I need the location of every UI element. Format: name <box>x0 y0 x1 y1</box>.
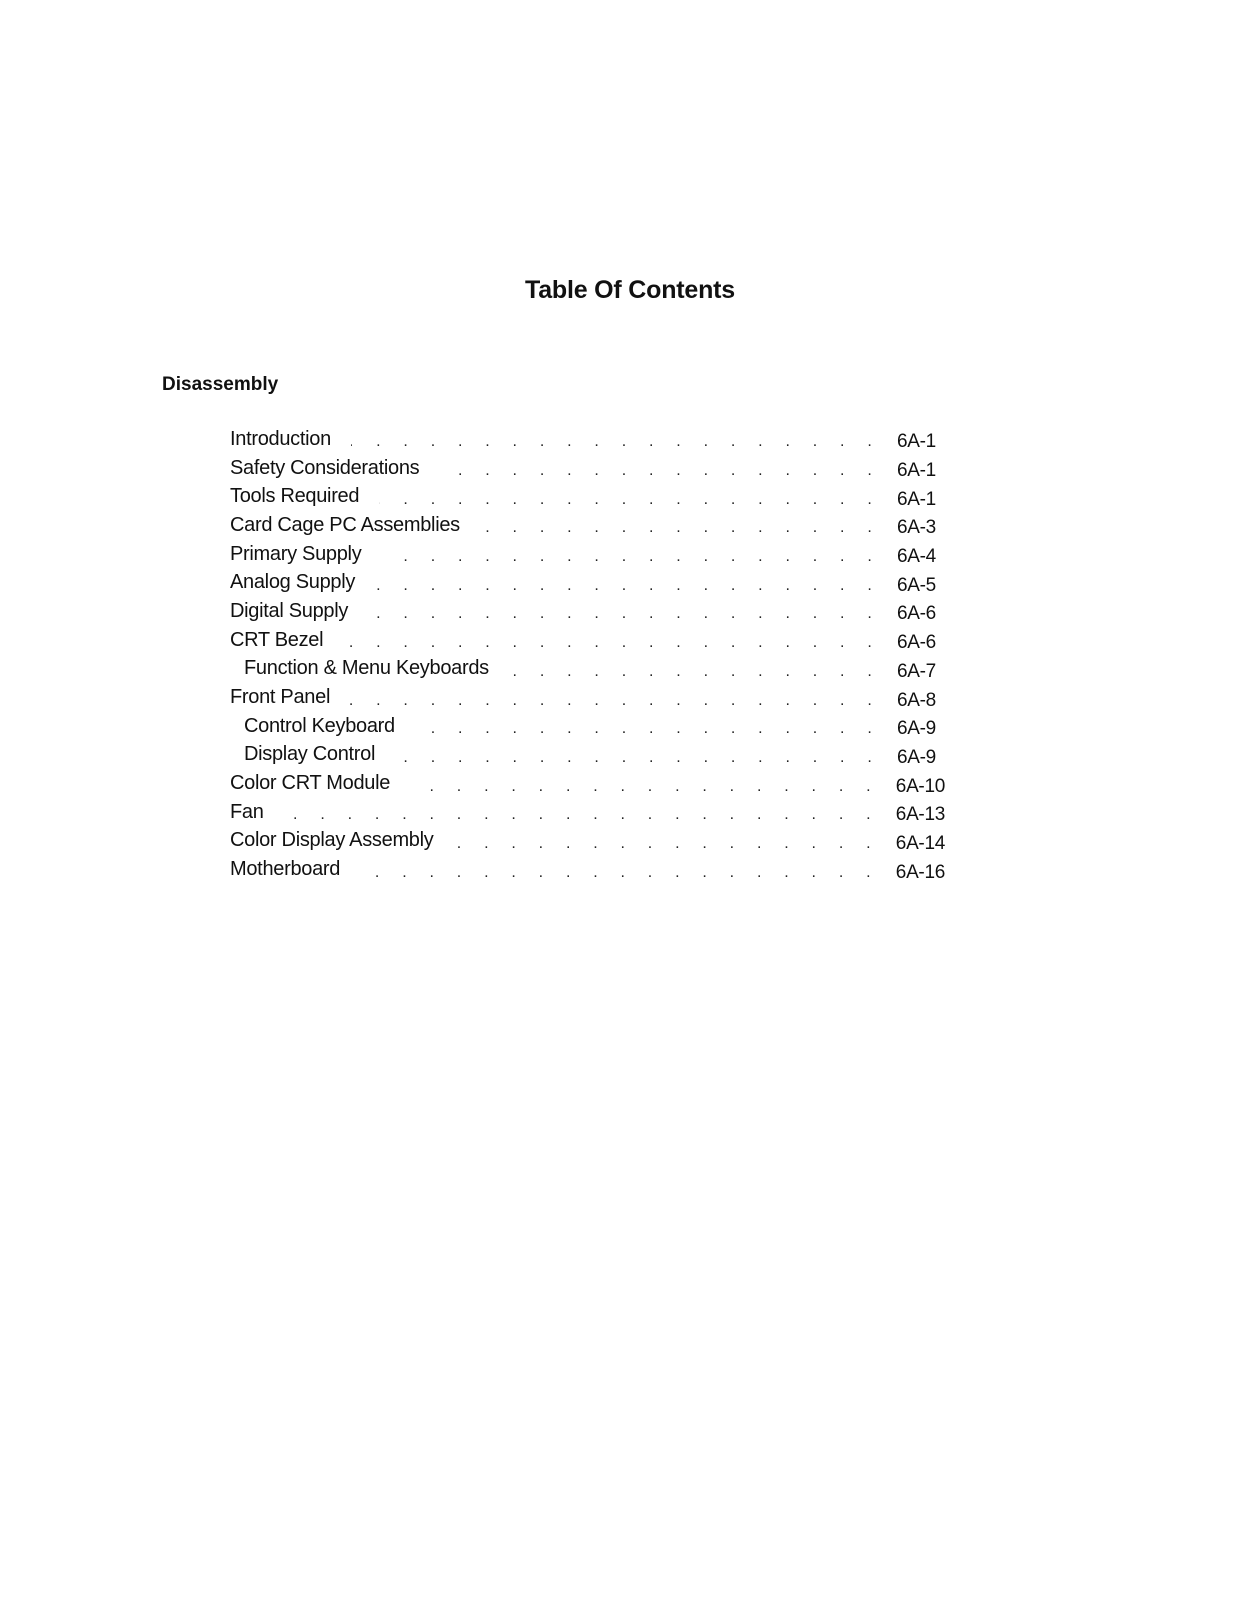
toc-entry-page: 6A-5 <box>897 574 936 596</box>
toc-entry[interactable] <box>230 798 945 827</box>
toc-entry-page: 6A-1 <box>897 488 936 510</box>
toc-entry[interactable] <box>230 425 945 454</box>
toc-entry-label: Color CRT Module <box>230 772 391 795</box>
toc-entry-page: 6A-9 <box>897 746 936 768</box>
toc-entry-label: Digital Supply <box>230 599 349 622</box>
toc-entry[interactable] <box>230 855 945 884</box>
toc-entry-label: Introduction <box>230 427 331 450</box>
toc-entry[interactable] <box>230 712 945 741</box>
toc-entry[interactable] <box>230 769 945 798</box>
toc-entry[interactable] <box>230 655 945 684</box>
dot-leader <box>381 548 881 566</box>
toc-entry-page: 6A-6 <box>897 603 936 625</box>
toc-entry-page: 6A-6 <box>897 632 936 654</box>
toc-entry[interactable] <box>230 568 945 597</box>
dot-leader <box>480 519 881 537</box>
dot-leader <box>453 835 879 853</box>
toc-entry-label: Fan <box>230 800 264 823</box>
dot-leader <box>343 634 881 652</box>
toc-entry-page: 6A-14 <box>895 832 945 854</box>
toc-entry-page: 6A-16 <box>895 861 945 883</box>
toc-entry[interactable] <box>230 540 945 569</box>
toc-entry-label: Display Control <box>244 743 376 766</box>
toc-entry-page: 6A-7 <box>897 660 936 682</box>
dot-leader <box>368 605 881 623</box>
dot-leader <box>415 720 881 738</box>
toc-entry-label: CRT Bezel <box>230 628 324 651</box>
dot-leader <box>410 778 880 796</box>
dot-leader <box>351 433 881 451</box>
toc-entry-label: Front Panel <box>230 686 331 709</box>
toc-entry-label: Color Display Assembly <box>230 829 434 852</box>
toc-entry-page: 6A-4 <box>897 546 936 568</box>
dot-leader <box>284 806 880 824</box>
toc-entry-label: Primary Supply <box>230 542 362 565</box>
toc-entry-label: Card Cage PC Assemblies <box>230 513 460 536</box>
dot-leader <box>360 864 880 882</box>
dot-leader <box>439 462 881 480</box>
toc-entry-label: Safety Considerations <box>230 456 420 479</box>
toc-entry-label: Analog Supply <box>230 571 356 594</box>
toc-entry[interactable] <box>230 683 945 712</box>
dot-leader <box>350 692 881 710</box>
dot-leader <box>509 663 881 681</box>
toc-entry-page: 6A-13 <box>895 804 945 826</box>
dot-leader <box>375 577 881 595</box>
toc-entry-page: 6A-1 <box>897 431 936 453</box>
toc-entry[interactable] <box>230 626 945 655</box>
toc-entry-label: Control Keyboard <box>244 714 395 737</box>
section-heading: Disassembly <box>162 374 279 395</box>
page-title: Table Of Contents <box>524 276 736 304</box>
toc-entry[interactable] <box>230 741 945 770</box>
toc-entry[interactable] <box>230 511 945 540</box>
toc-entry[interactable] <box>230 482 945 511</box>
toc-entry-label: Function & Menu Keyboards <box>244 657 489 680</box>
toc-entry[interactable] <box>230 454 945 483</box>
dot-leader <box>395 749 881 767</box>
toc-entry-page: 6A-8 <box>897 689 936 711</box>
toc-entry-page: 6A-3 <box>897 517 936 539</box>
toc-entry-label: Motherboard <box>230 858 341 881</box>
table-of-contents <box>230 425 945 884</box>
toc-entry-label: Tools Required <box>230 485 360 508</box>
toc-entry-page: 6A-1 <box>897 460 936 482</box>
toc-entry-page: 6A-10 <box>895 775 945 797</box>
toc-entry-page: 6A-9 <box>897 718 936 740</box>
dot-leader <box>379 491 881 509</box>
toc-entry[interactable] <box>230 827 945 856</box>
toc-entry[interactable] <box>230 597 945 626</box>
